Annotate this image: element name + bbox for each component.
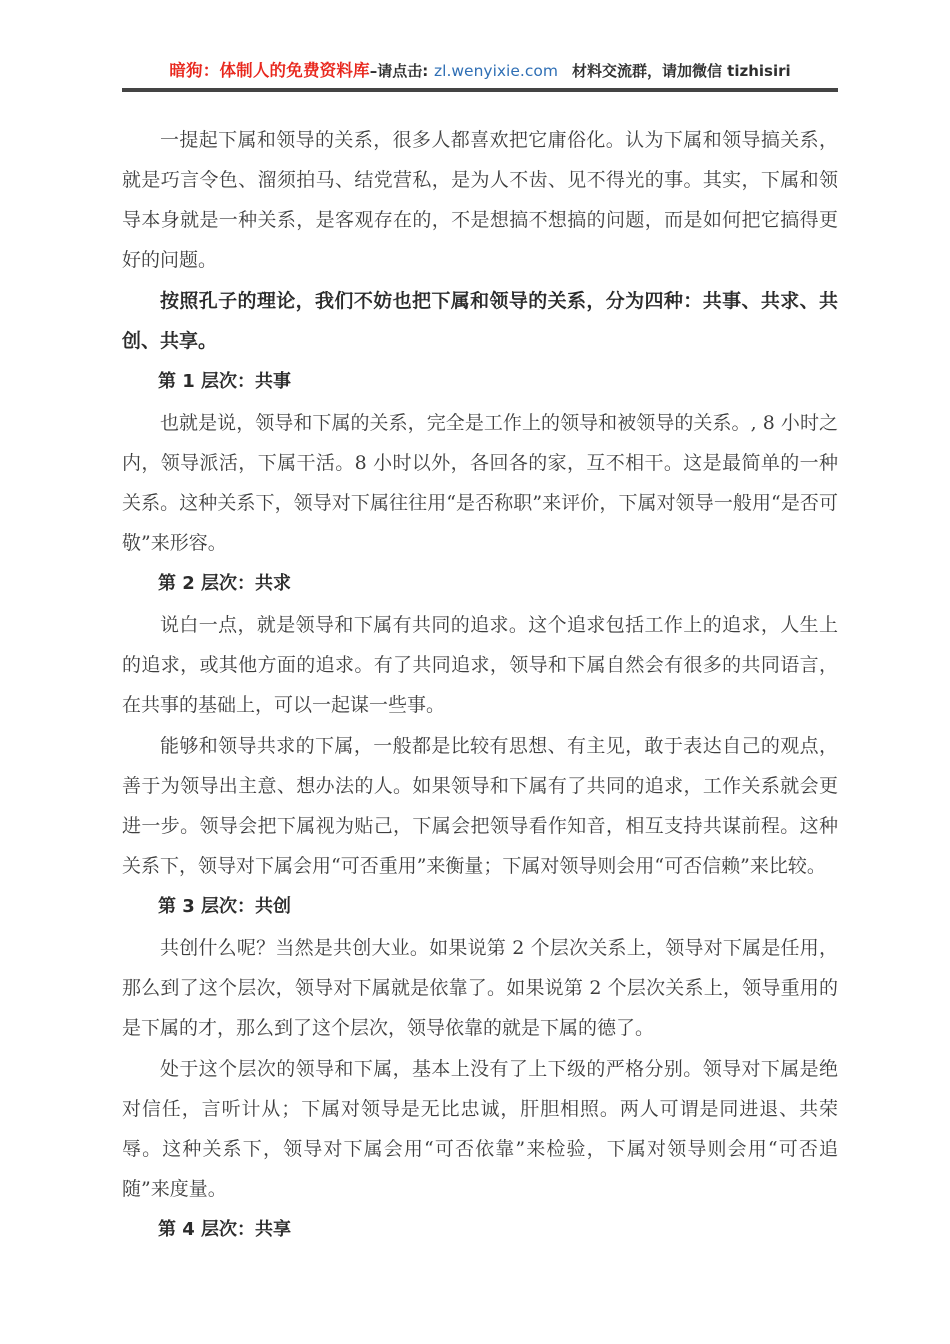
promo-header — [0, 58, 950, 98]
section-heading: 第 4 层次：共享 — [158, 1219, 292, 1240]
site-label: 暗狗：体制人的免费资料库 — [169, 61, 370, 80]
section-heading: 第 3 层次：共创 — [158, 896, 292, 917]
resource-link[interactable]: zl.wenyixie.com — [434, 62, 558, 80]
body-paragraph: 也就是说，领导和下属的关系，完全是工作上的领导和被领导的关系。, 8 小时之内，领导派活，下属干活。8 小时以外，各回各的家，互不相干。这是最简单的一种关系。这种关系下，领导对下属往往用“是否称职”来评价，下属对领导一般用“是否可敬”来形容。 — [122, 412, 838, 554]
document-body — [122, 120, 838, 1251]
promo-header-text — [122, 58, 838, 84]
body-paragraph: 能够和领导共求的下属，一般都是比较有思想、有主见，敢于表达自己的观点，善于为领导出主意、想办法的人。如果领导和下属有了共同的追求，工作关系就会更进一步。领导会把下属视为贴己，下属会把领导看作知音，相互支持共谋前程。这种关系下，领导对下属会用“可否重用”来衡量；下属对领导则会用“可否信赖”来比较。 — [122, 735, 838, 877]
lead-paragraph: 按照孔子的理论，我们不妨也把下属和领导的关系，分为四种：共事、共求、共创、共享。 — [122, 290, 838, 352]
contact-note: 材料交流群，请加微信 tizhisiri — [571, 62, 791, 80]
body-paragraph: 说白一点，就是领导和下属有共同的追求。这个追求包括工作上的追求，人生上的追求，或其他方面的追求。有了共同追求，领导和下属自然会有很多的共同语言，在共事的基础上，可以一起谋一些事。 — [122, 614, 838, 716]
body-paragraph: 共创什么呢？当然是共创大业。如果说第 2 个层次关系上，领导对下属是任用，那么到了这个层次，领导对下属就是依靠了。如果说第 2 个层次关系上，领导重用的是下属的才，那么到了这个层次，领导依靠的就是下属的德了。 — [122, 937, 838, 1039]
section-heading: 第 2 层次：共求 — [158, 573, 292, 594]
click-prompt: –请点击: — [369, 62, 429, 80]
body-paragraph: 一提起下属和领导的关系，很多人都喜欢把它庸俗化。认为下属和领导搞关系，就是巧言令色、溜须拍马、结党营私，是为人不齿、见不得光的事。其实，下属和领导本身就是一种关系，是客观存在的，不是想搞不想搞的问题，而是如何把它搞得更好的问题。 — [122, 129, 838, 271]
header-divider — [122, 88, 838, 92]
body-paragraph: 处于这个层次的领导和下属，基本上没有了上下级的严格分别。领导对下属是绝对信任，言听计从；下属对领导是无比忠诚，肝胆相照。两人可谓是同进退、共荣辱。这种关系下，领导对下属会用“可否依靠”来检验，下属对领导则会用“可否追随”来度量。 — [122, 1058, 838, 1200]
section-heading: 第 1 层次：共事 — [158, 371, 292, 392]
